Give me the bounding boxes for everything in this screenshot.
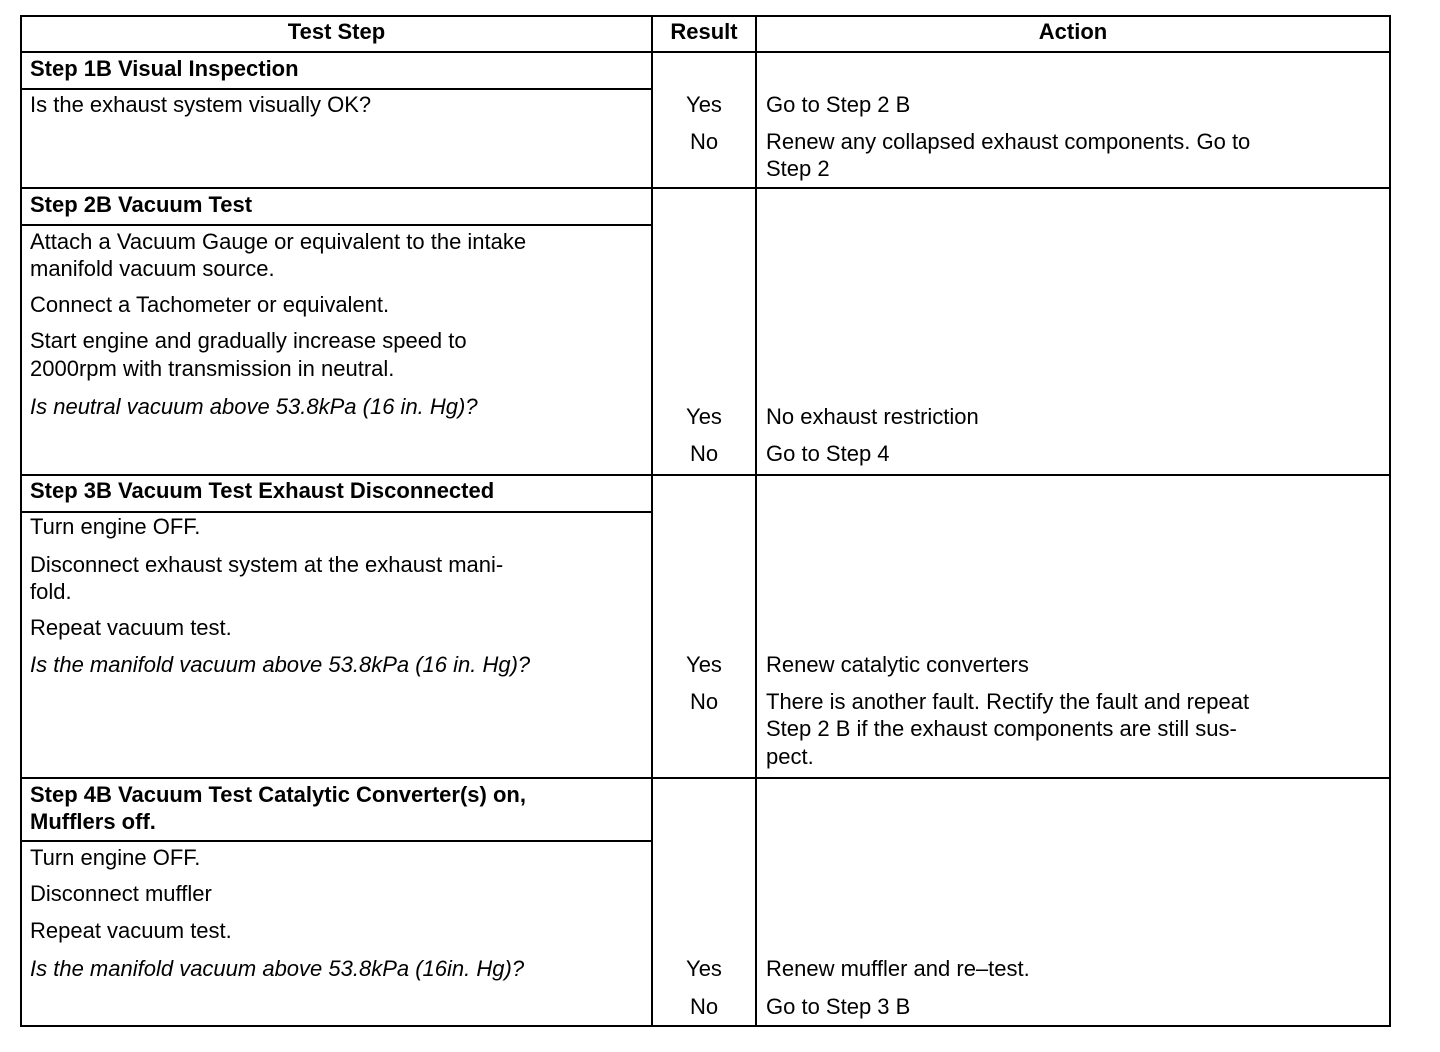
- step-title: Mufflers off.: [30, 809, 156, 834]
- step-instruction: Turn engine OFF.: [30, 845, 201, 870]
- step-question: Is neutral vacuum above 53.8kPa (16 in. Hg)?: [30, 394, 478, 419]
- step-title: Step 4B Vacuum Test Catalytic Converter(s) on,: [30, 782, 526, 807]
- result-no: No: [689, 689, 719, 714]
- result-yes: Yes: [686, 404, 722, 429]
- step-instruction: Connect a Tachometer or equivalent.: [30, 292, 390, 317]
- step-title: Step 3B Vacuum Test Exhaust Disconnected: [30, 478, 495, 503]
- column-header-result: Result: [670, 19, 738, 44]
- action-no: There is another fault. Rectify the fault and repeat: [766, 689, 1250, 714]
- step-instruction: Attach a Vacuum Gauge or equivalent to the intake: [30, 229, 527, 254]
- result-yes: Yes: [686, 92, 722, 117]
- step-instruction: Disconnect muffler: [30, 881, 212, 906]
- step-instruction: Turn engine OFF.: [30, 514, 201, 539]
- column-header-action: Action: [1038, 19, 1108, 44]
- section-divider: [20, 187, 1391, 189]
- step-title: Step 1B Visual Inspection: [30, 56, 299, 81]
- action-no: Renew any collapsed exhaust components. Go to: [766, 129, 1251, 154]
- action-no: Go to Step 4: [766, 441, 890, 466]
- action-yes: Renew muffler and re–test.: [766, 956, 1030, 981]
- result-no: No: [689, 441, 719, 466]
- result-yes: Yes: [686, 956, 722, 981]
- action-no: Go to Step 3 B: [766, 994, 911, 1019]
- header-divider: [20, 51, 1391, 53]
- troubleshooting-table: [20, 15, 1391, 1027]
- action-no: Step 2 B if the exhaust components are still sus-: [766, 716, 1237, 741]
- column-header-test-step: Test Step: [287, 19, 386, 44]
- result-no: No: [689, 129, 719, 154]
- result-no: No: [689, 994, 719, 1019]
- result-yes: Yes: [686, 652, 722, 677]
- action-yes: Go to Step 2 B: [766, 92, 911, 117]
- table-bottom-border: [20, 1025, 1391, 1027]
- step-instruction: Disconnect exhaust system at the exhaust mani-: [30, 552, 504, 577]
- action-yes: Renew catalytic converters: [766, 652, 1029, 677]
- step-title-underline: [20, 224, 653, 226]
- step-title-underline: [20, 840, 653, 842]
- step-instruction: fold.: [30, 579, 72, 604]
- table-right-border: [1389, 15, 1391, 1027]
- action-no: pect.: [766, 744, 814, 769]
- table-top-border: [20, 15, 1391, 17]
- step-question: Is the exhaust system visually OK?: [30, 92, 372, 117]
- step-title: Step 2B Vacuum Test: [30, 192, 253, 217]
- step-instruction: Repeat vacuum test.: [30, 918, 232, 943]
- action-yes: No exhaust restriction: [766, 404, 979, 429]
- step-title-underline: [20, 88, 653, 90]
- column-divider-action: [755, 15, 757, 1027]
- step-question: Is the manifold vacuum above 53.8kPa (16 in. Hg)?: [30, 652, 531, 677]
- step-instruction: manifold vacuum source.: [30, 256, 275, 281]
- action-no: Step 2: [766, 156, 830, 181]
- step-instruction: 2000rpm with transmission in neutral.: [30, 356, 395, 381]
- step-question: Is the manifold vacuum above 53.8kPa (16in. Hg)?: [30, 956, 525, 981]
- section-divider: [20, 777, 1391, 779]
- table-left-border: [20, 15, 22, 1027]
- column-divider-result: [651, 15, 653, 1027]
- section-divider: [20, 474, 1391, 476]
- step-instruction: Start engine and gradually increase speed to: [30, 328, 467, 353]
- step-instruction: Repeat vacuum test.: [30, 615, 232, 640]
